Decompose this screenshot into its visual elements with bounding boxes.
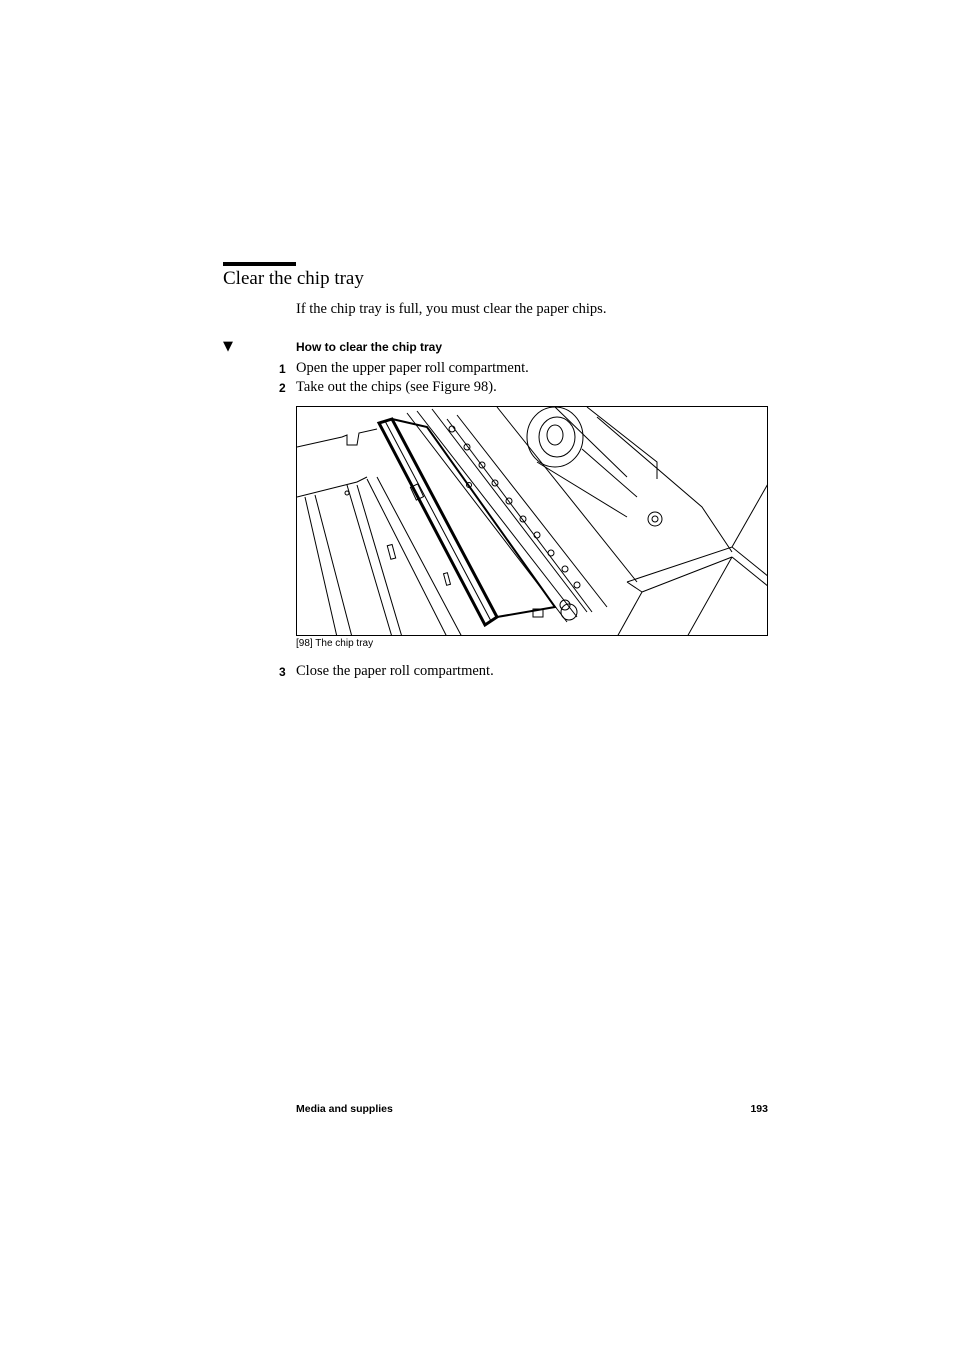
footer-section-title: Media and supplies	[296, 1103, 393, 1115]
step-text: Take out the chips (see Figure 98).	[296, 379, 497, 395]
step-number: 1	[279, 362, 286, 376]
procedure-title: How to clear the chip tray	[296, 340, 443, 354]
intro-paragraph: If the chip tray is full, you must clear the paper chips.	[296, 301, 607, 317]
step-number: 2	[279, 381, 286, 395]
procedure-triangle-icon: ▼	[223, 339, 233, 354]
heading-rule	[223, 262, 296, 266]
chip-tray-illustration	[296, 406, 768, 636]
section-title: Clear the chip tray	[223, 268, 364, 289]
step-text: Open the upper paper roll compartment.	[296, 360, 529, 376]
step-number: 3	[279, 665, 286, 679]
step-text: Close the paper roll compartment.	[296, 663, 494, 679]
figure-caption: [98] The chip tray	[296, 638, 374, 649]
page-number: 193	[750, 1103, 768, 1115]
